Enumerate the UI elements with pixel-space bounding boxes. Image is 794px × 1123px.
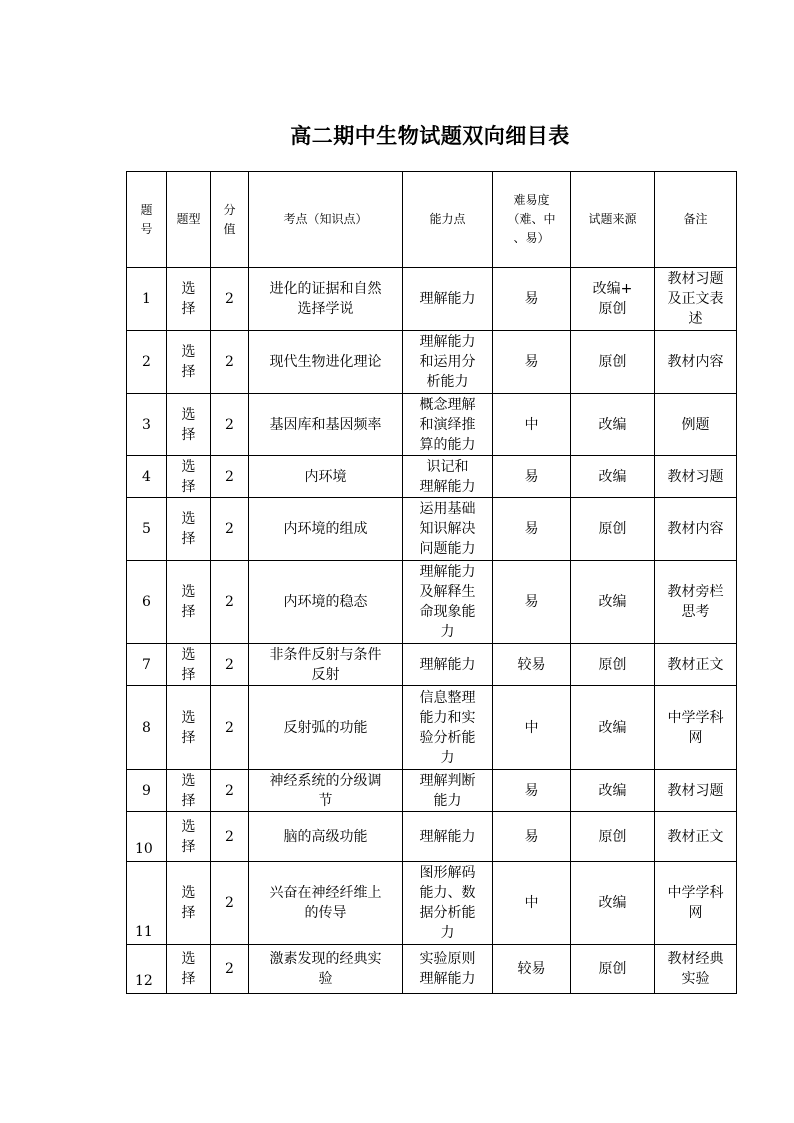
cell-ability: 概念理解 和演绎推 算的能力 [403, 394, 493, 456]
header-row [127, 172, 737, 268]
cell-score: 2 [211, 945, 249, 994]
cell-type: 选 择 [167, 945, 211, 994]
cell-source: 改编+ 原创 [571, 268, 655, 331]
cell-note: 中学学科 网 [655, 862, 737, 945]
cell-score: 2 [211, 686, 249, 770]
cell-note: 教材内容 [655, 498, 737, 561]
cell-difficulty: 较易 [493, 945, 571, 994]
header-difficulty: 难易度 （难、中 、易） [493, 172, 571, 268]
cell-no: 3 [127, 394, 167, 456]
cell-point: 神经系统的分级调 节 [249, 770, 403, 812]
cell-no: 12 [127, 945, 167, 994]
cell-score: 2 [211, 812, 249, 862]
table-row [127, 812, 737, 862]
cell-no: 10 [127, 812, 167, 862]
cell-source: 改编 [571, 686, 655, 770]
cell-ability: 图形解码 能力、数 据分析能 力 [403, 862, 493, 945]
cell-no: 1 [127, 268, 167, 331]
cell-ability: 理解能力 [403, 644, 493, 686]
cell-note: 教材正文 [655, 812, 737, 862]
cell-difficulty: 中 [493, 862, 571, 945]
cell-source: 原创 [571, 945, 655, 994]
table-row [127, 456, 737, 498]
cell-note: 中学学科 网 [655, 686, 737, 770]
cell-source: 原创 [571, 331, 655, 394]
cell-note: 教材习题 及正文表 述 [655, 268, 737, 331]
cell-type: 选 择 [167, 862, 211, 945]
cell-ability: 实验原则 理解能力 [403, 945, 493, 994]
table-row [127, 644, 737, 686]
cell-type: 选 择 [167, 644, 211, 686]
header-note: 备注 [655, 172, 737, 268]
cell-score: 2 [211, 268, 249, 331]
cell-note: 教材内容 [655, 331, 737, 394]
table-row [127, 862, 737, 945]
table-row [127, 268, 737, 331]
cell-difficulty: 易 [493, 268, 571, 331]
cell-difficulty: 易 [493, 561, 571, 644]
cell-score: 2 [211, 561, 249, 644]
cell-point: 非条件反射与条件 反射 [249, 644, 403, 686]
cell-point: 内环境的稳态 [249, 561, 403, 644]
table-row [127, 561, 737, 644]
table-row [127, 686, 737, 770]
cell-difficulty: 易 [493, 770, 571, 812]
cell-ability: 识记和 理解能力 [403, 456, 493, 498]
cell-no: 8 [127, 686, 167, 770]
cell-type: 选 择 [167, 812, 211, 862]
cell-note: 教材习题 [655, 770, 737, 812]
cell-point: 反射弧的功能 [249, 686, 403, 770]
cell-note: 教材习题 [655, 456, 737, 498]
cell-point: 进化的证据和自然 选择学说 [249, 268, 403, 331]
cell-ability: 运用基础 知识解决 问题能力 [403, 498, 493, 561]
cell-difficulty: 易 [493, 812, 571, 862]
table-row [127, 498, 737, 561]
cell-ability: 理解判断 能力 [403, 770, 493, 812]
cell-no: 6 [127, 561, 167, 644]
cell-source: 改编 [571, 770, 655, 812]
cell-source: 改编 [571, 394, 655, 456]
cell-ability: 理解能力 [403, 812, 493, 862]
cell-difficulty: 较易 [493, 644, 571, 686]
cell-difficulty: 易 [493, 498, 571, 561]
header-score: 分 值 [211, 172, 249, 268]
cell-no: 4 [127, 456, 167, 498]
header-point: 考点（知识点） [249, 172, 403, 268]
cell-difficulty: 易 [493, 331, 571, 394]
cell-point: 内环境的组成 [249, 498, 403, 561]
detail-table [126, 171, 737, 994]
cell-no: 2 [127, 331, 167, 394]
cell-point: 兴奋在神经纤维上 的传导 [249, 862, 403, 945]
page-title: 高二期中生物试题双向细目表 [290, 124, 570, 148]
cell-difficulty: 易 [493, 456, 571, 498]
cell-source: 原创 [571, 812, 655, 862]
cell-source: 原创 [571, 644, 655, 686]
header-type: 题型 [167, 172, 211, 268]
cell-source: 改编 [571, 561, 655, 644]
header-source: 试题来源 [571, 172, 655, 268]
table-row [127, 770, 737, 812]
cell-no: 11 [127, 862, 167, 945]
cell-note: 教材经典 实验 [655, 945, 737, 994]
cell-no: 9 [127, 770, 167, 812]
table-row [127, 945, 737, 994]
cell-no: 7 [127, 644, 167, 686]
cell-type: 选 择 [167, 561, 211, 644]
cell-difficulty: 中 [493, 686, 571, 770]
table-row [127, 394, 737, 456]
cell-score: 2 [211, 456, 249, 498]
header-no: 题 号 [127, 172, 167, 268]
cell-point: 激素发现的经典实 验 [249, 945, 403, 994]
cell-no: 5 [127, 498, 167, 561]
cell-ability: 理解能力 及解释生 命现象能 力 [403, 561, 493, 644]
cell-source: 改编 [571, 862, 655, 945]
cell-type: 选 择 [167, 394, 211, 456]
cell-score: 2 [211, 394, 249, 456]
cell-note: 例题 [655, 394, 737, 456]
cell-type: 选 择 [167, 498, 211, 561]
cell-point: 脑的高级功能 [249, 812, 403, 862]
cell-type: 选 择 [167, 770, 211, 812]
cell-type: 选 择 [167, 331, 211, 394]
cell-point: 基因库和基因频率 [249, 394, 403, 456]
cell-note: 教材旁栏 思考 [655, 561, 737, 644]
cell-type: 选 择 [167, 456, 211, 498]
cell-score: 2 [211, 770, 249, 812]
cell-type: 选 择 [167, 686, 211, 770]
cell-ability: 信息整理 能力和实 验分析能 力 [403, 686, 493, 770]
cell-score: 2 [211, 331, 249, 394]
table-row [127, 331, 737, 394]
cell-point: 内环境 [249, 456, 403, 498]
cell-score: 2 [211, 862, 249, 945]
cell-difficulty: 中 [493, 394, 571, 456]
cell-point: 现代生物进化理论 [249, 331, 403, 394]
cell-score: 2 [211, 644, 249, 686]
cell-source: 改编 [571, 456, 655, 498]
cell-ability: 理解能力 [403, 268, 493, 331]
cell-ability: 理解能力 和运用分 析能力 [403, 331, 493, 394]
header-ability: 能力点 [403, 172, 493, 268]
cell-score: 2 [211, 498, 249, 561]
cell-note: 教材正文 [655, 644, 737, 686]
cell-source: 原创 [571, 498, 655, 561]
cell-type: 选 择 [167, 268, 211, 331]
